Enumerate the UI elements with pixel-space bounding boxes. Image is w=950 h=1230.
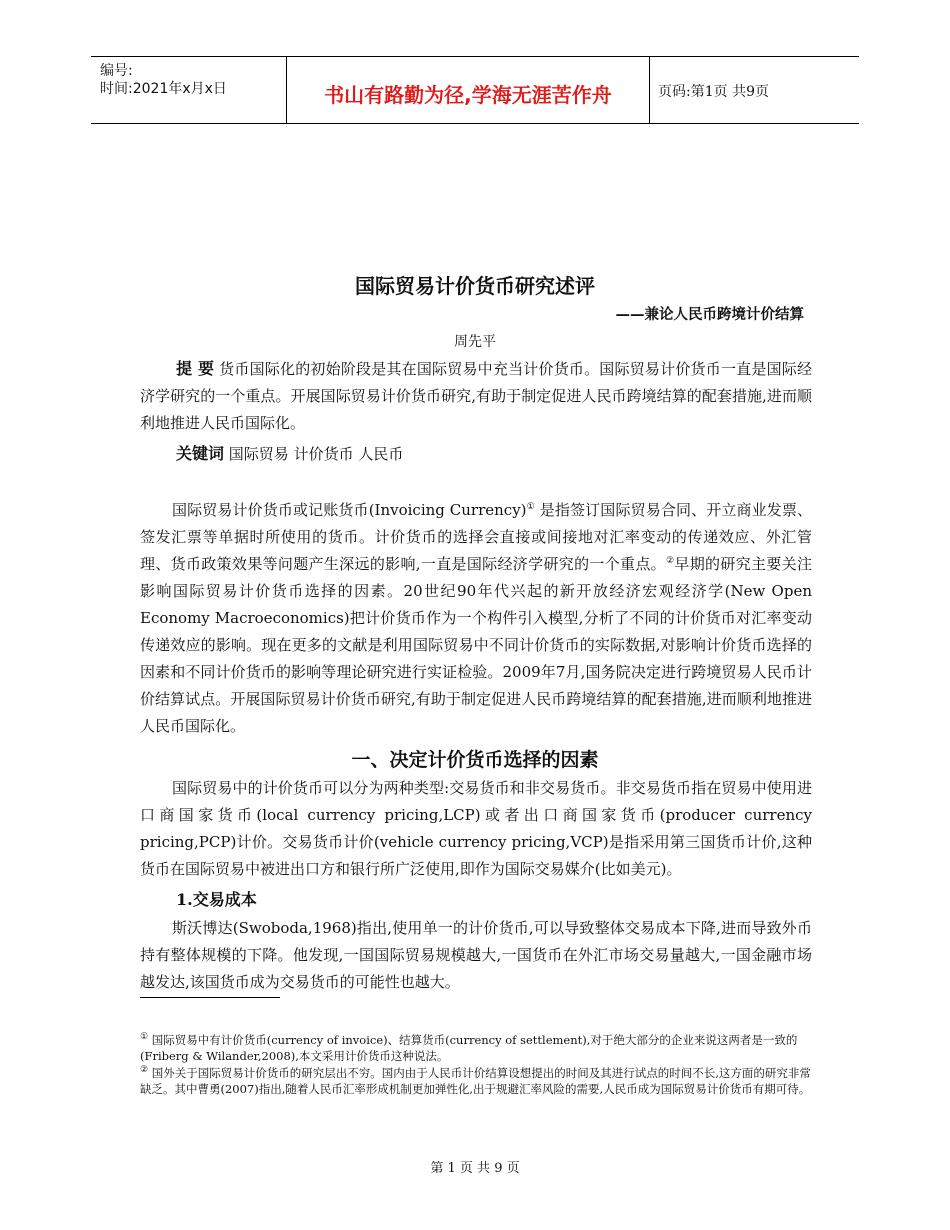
intro-text-c: 早期的研究主要关注影响国际贸易计价货币选择的因素。20世纪90年代兴起的新开放经济宏观经济学(New Open Economy Macroeconomics)把计价货币作为一个构件引入模型,分析了不同的计价货币对汇率变动传递效应的影响。现在更多的文献是利用国际贸易中不同计价货币的实际数据,对影响计价货币选择的因素和不同计价货币的影响等理论研究进行实证检验。2009年7月,国务院决定进行跨境贸易人民币计价结算试点。开展国际贸易计价货币研究,有助于制定促进人民币跨境结算的配套措施,进而顺利地推进人民币国际化。 <box>140 555 812 735</box>
header-center-cell <box>287 57 650 123</box>
subsection1-paragraph <box>140 915 812 996</box>
footnote-1-mark: ① <box>140 1032 149 1043</box>
footnote-ref-1[interactable]: ① <box>526 502 535 512</box>
section1-paragraph <box>140 775 812 883</box>
footnote-ref-2[interactable]: ② <box>666 556 675 566</box>
keywords-label: 关键词 <box>176 444 225 463</box>
abstract-paragraph <box>140 355 812 437</box>
footnote-1-text: 国际贸易中有计价货币(currency of invoice)、结算货币(currency of settlement),对于绝大部分的企业来说这两者是一致的(Friberg & Wilander,2008),本文采用计价货币这种说法。 <box>140 1033 798 1063</box>
page-footer: 第 1 页 共 9 页 <box>430 1161 520 1176</box>
subsection-heading-1: 1.交易成本 <box>176 890 257 909</box>
header-page-info: 页码:第1页 共9页 <box>658 84 769 100</box>
abstract-label: 提 要 <box>176 359 215 378</box>
intro-text-a: 国际贸易计价货币或记账货币(Invoicing Currency) <box>172 501 527 519</box>
abstract-text: 货币国际化的初始阶段是其在国际贸易中充当计价货币。国际贸易计价货币一直是国际经济学研究的一个重点。开展国际贸易计价货币研究,有助于制定促进人民币跨境结算的配套措施,进而顺利地推进人民币国际化。 <box>140 360 812 432</box>
footnote-2-text: 国外关于国际贸易计价货币的研究层出不穷。国内由于人民币计价结算设想提出的时间及其进行试点的时间不长,这方面的研究非常缺乏。其中曹勇(2007)指出,随着人民币汇率形成机制更加弹性化,出于规避汇率风险的需要,人民币成为国际贸易计价货币有期可待。 <box>140 1066 811 1096</box>
intro-text-b: 是指签订国际贸易合同、开立商业发票、签发汇票等单据时所使用的货币。计价货币的选择会直接或间接地对汇率变动的传递效应、外汇管理、货币政策效果等问题产生深远的影响,一直是国际经济学研究的一个重点。 <box>140 501 813 573</box>
footnote-1 <box>140 1032 815 1064</box>
document-title: 国际贸易计价货币研究述评 <box>355 274 595 298</box>
keywords-text: 国际贸易 计价货币 人民币 <box>228 445 404 463</box>
document-subtitle: ——兼论人民币跨境计价结算 <box>615 307 804 323</box>
document-number-label: 编号: <box>100 63 133 79</box>
keywords-paragraph <box>140 440 812 468</box>
section1-text: 国际贸易中的计价货币可以分为两种类型:交易货币和非交易货币。非交易货币指在贸易中使用进口商国家货币(local currency pricing,LCP)或者出口商国家货币(producer currency pricing,PCP)计价。交易货币计价(vehicle currency pricing,VCP)是指采用第三国货币计价,这种货币在国际贸易中被进出口方和银行所广泛使用,即作为国际交易媒介(比如美元)。 <box>140 779 812 878</box>
document-date: 时间:2021年x月x日 <box>100 81 227 97</box>
header-table <box>91 56 859 124</box>
subsection1-text: 斯沃博达(Swoboda,1968)指出,使用单一的计价货币,可以导致整体交易成本下降,进而导致外币持有整体规模的下降。他发现,一国国际贸易规模越大,一国货币在外汇市场交易量越大,一国金融市场越发达,该国货币成为交易货币的可能性也越大。 <box>140 919 812 991</box>
footnote-2-mark: ② <box>140 1065 149 1076</box>
intro-paragraph <box>140 497 812 740</box>
section-heading-1: 一、决定计价货币选择的因素 <box>351 749 599 771</box>
header-left-cell <box>91 57 287 123</box>
author-name: 周先平 <box>454 334 496 350</box>
header-right-cell <box>650 57 859 123</box>
footnote-2 <box>140 1065 815 1097</box>
header-motto: 书山有路勤为径,学海无涯苦作舟 <box>324 83 612 107</box>
footnote-separator <box>140 997 280 998</box>
